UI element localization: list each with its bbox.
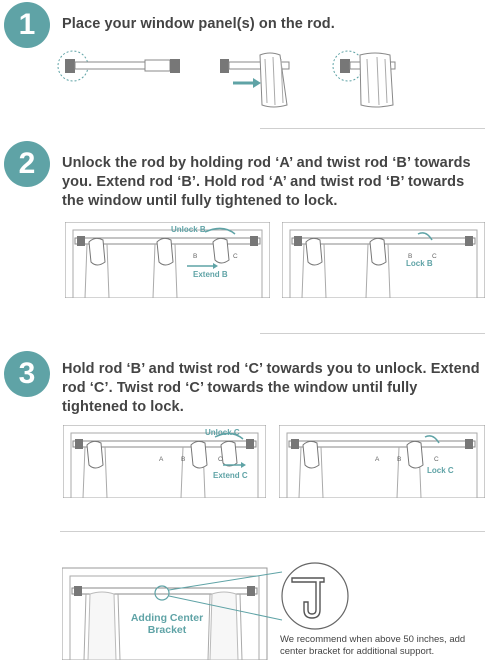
step-3-text: Hold rod ‘B’ and twist rod ‘C’ towards you to unlock. Extend rod ‘C’. Twist rod ‘C’ towards the window until fully tightened to lock. [62,361,480,415]
rod-a-label: A [159,456,164,463]
divider-3 [60,531,485,532]
lock-c-label: Lock C [427,466,454,475]
rod-a-label-right: A [375,456,380,463]
step-1-illustration [55,45,485,115]
step-2-badge: 2 [4,141,50,187]
step-2-illustration-right [282,222,485,298]
step-3-badge: 3 [4,351,50,397]
rod-b-label-right: B [408,253,413,260]
extend-c-label: Extend C [213,471,248,480]
lock-b-label: Lock B [406,259,433,268]
center-bracket-note: We recommend when above 50 inches, add center bracket for additional support. [280,634,466,657]
rod-b-label-3: B [181,456,186,463]
divider-2 [260,333,485,334]
step-2-text: Unlock the rod by holding rod ‘A’ and twist rod ‘B’ towards you. Extend rod ‘B’. Hold rod ‘A’ and twist rod ‘B’ towards the window until fully tightened to lock. [62,155,471,209]
rod-b-label: B [193,253,198,260]
step-2-illustration-left [65,222,270,298]
rod-c-label-3: C [218,456,223,463]
step-3-illustration-left [63,425,266,498]
rod-b-label-3-right: B [397,456,402,463]
rod-c-label-right: C [432,253,437,260]
rod-c-label-3-right: C [434,456,439,463]
divider-1 [260,128,485,129]
extend-b-label: Extend B [193,270,228,279]
unlock-c-label: Unlock C [205,428,240,437]
step-1-text: Place your window panel(s) on the rod. [62,16,335,32]
step-1-badge: 1 [4,2,50,48]
unlock-b-label: Unlock B [171,225,206,234]
step-3-illustration-right [279,425,485,498]
bracket-label: Adding Center Bracket [130,612,204,636]
rod-c-label: C [233,253,238,260]
